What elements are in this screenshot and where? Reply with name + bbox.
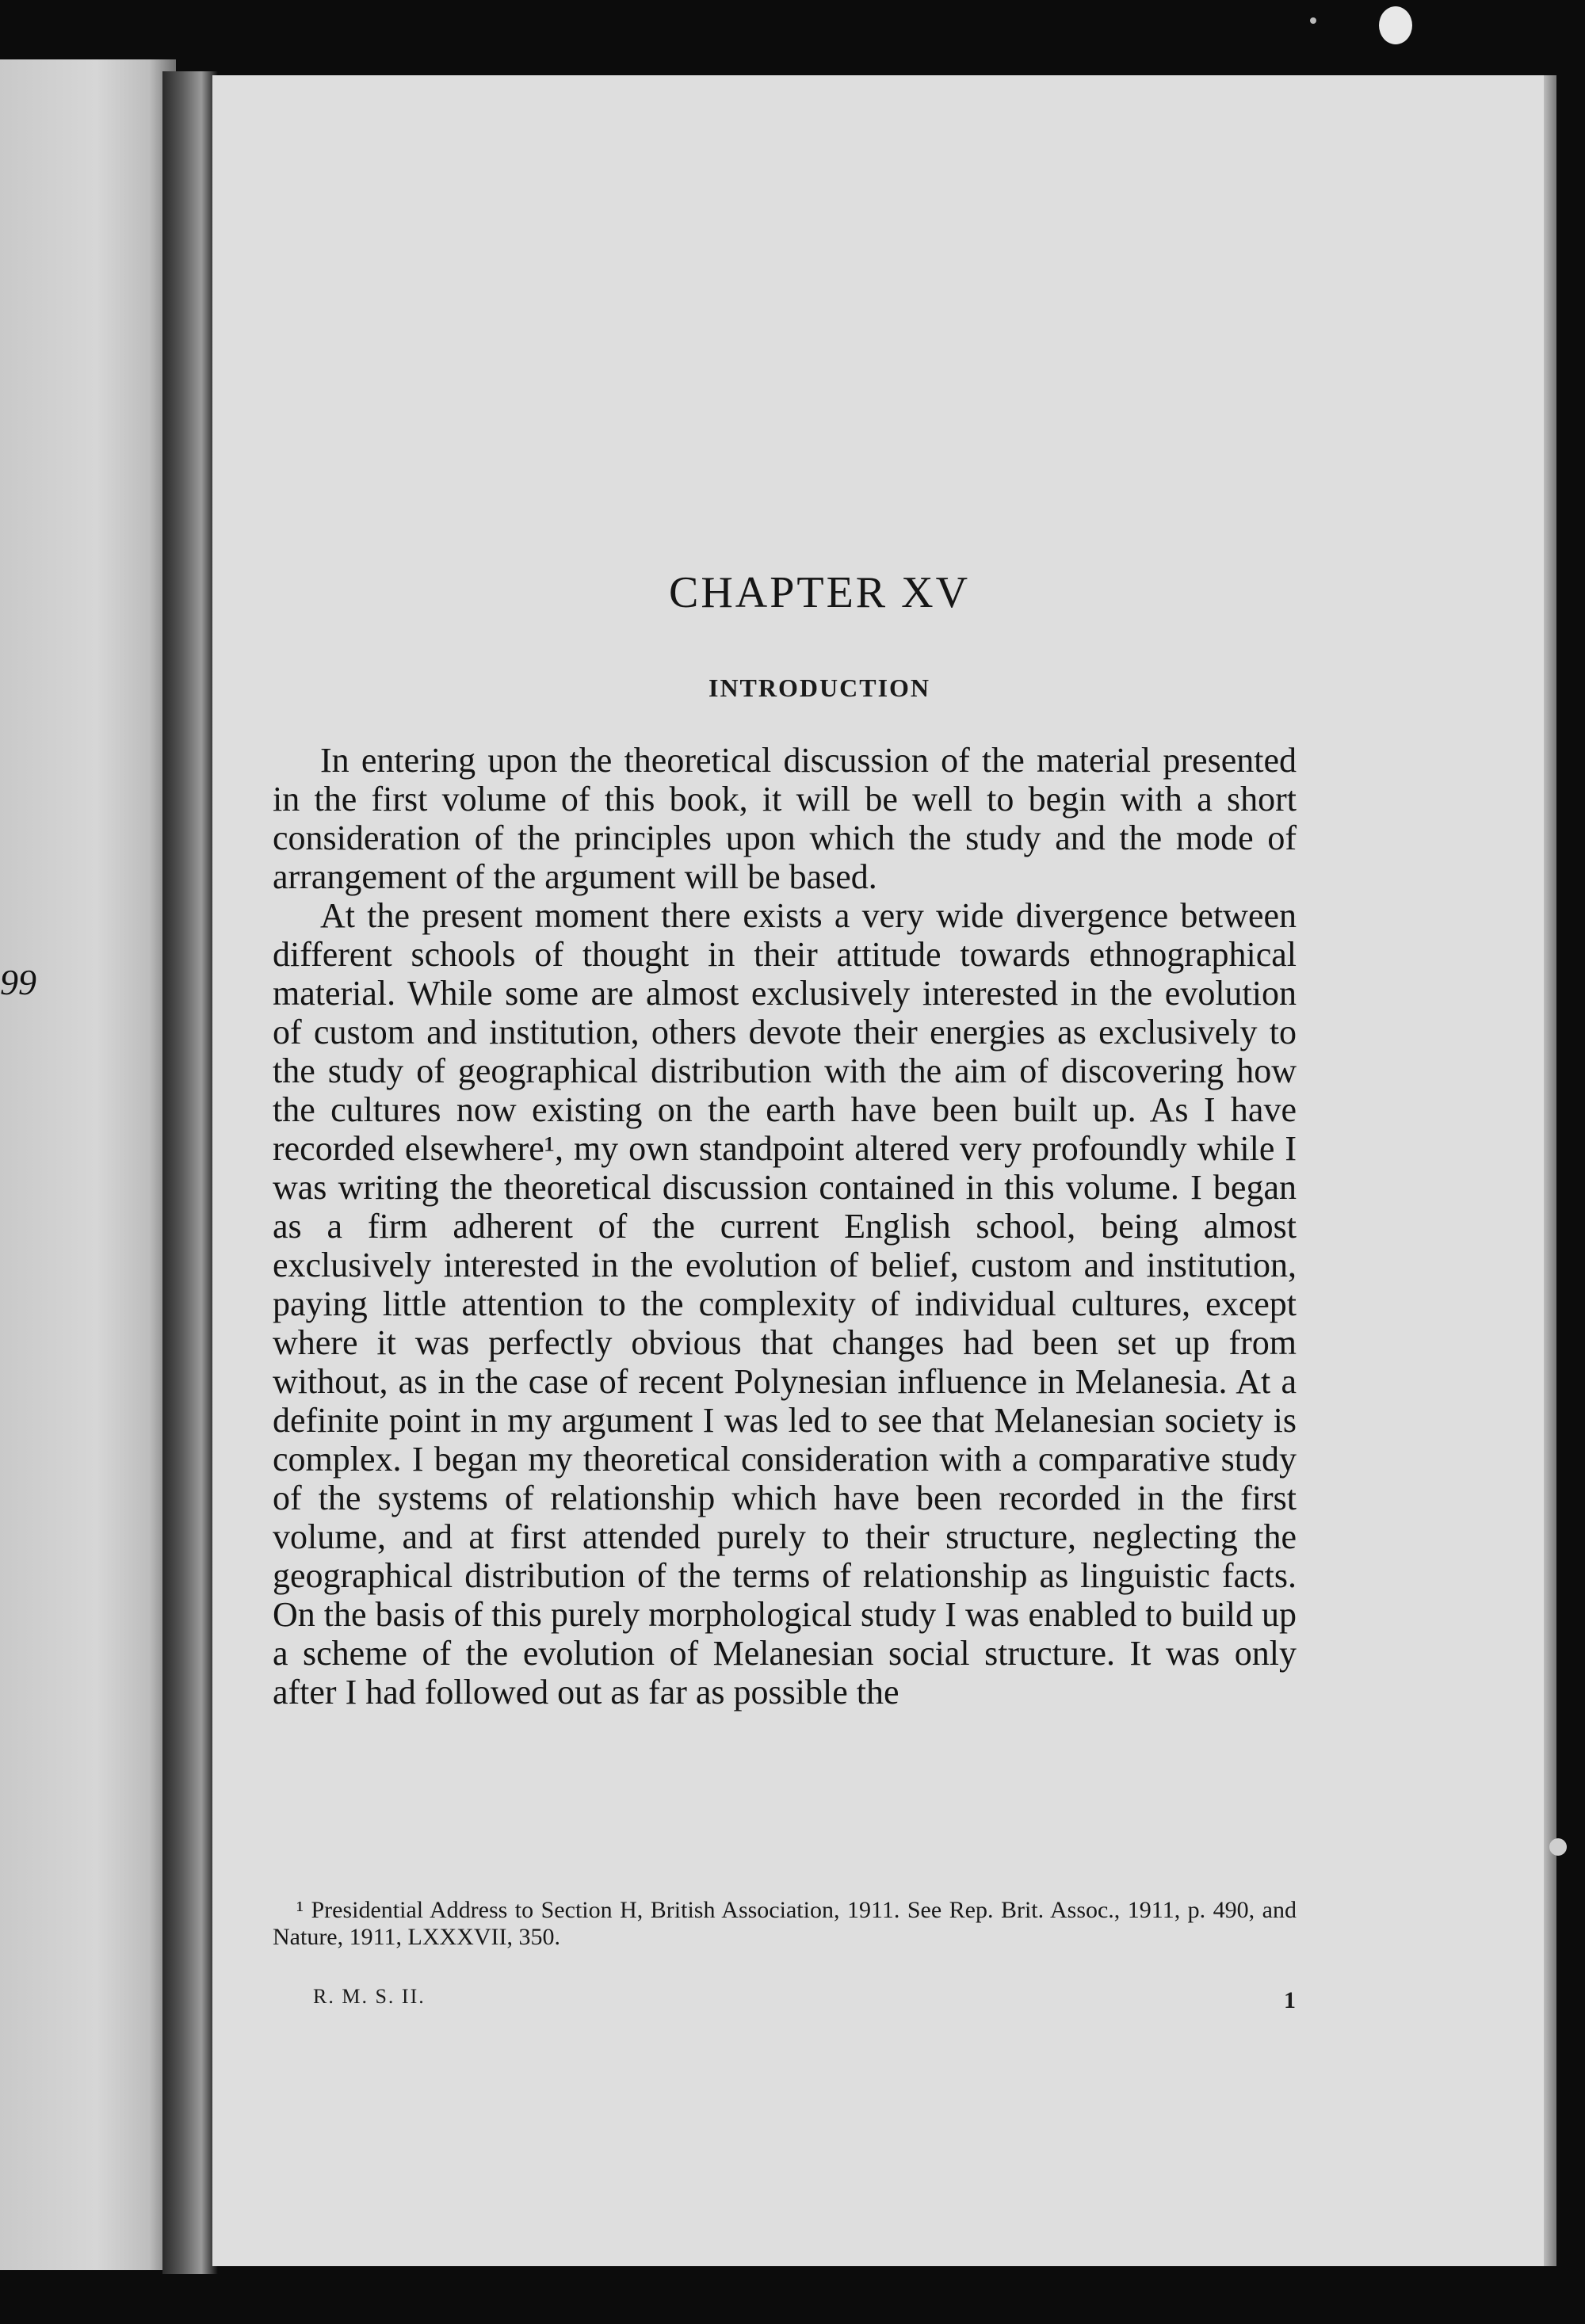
paragraph-2: At the present moment there exists a very wide divergence between different schools of thought in their attitude towards ethnographical material. While some are almost exclusively interested in the evolution of custom and institution, others devote their energies as exclusively to the study of geographical distribution with the aim of discovering how the cultures now existing on the earth have been built up. As I have recorded elsewhere¹, my own standpoint altered very profoundly while I was writing the theoretical discussion contained in this volume. I began as a firm adherent of the current English school, being almost exclusively interested in the evolution of belief, custom and institution, paying little attention to the complexity of individual cultures, except where it was perfectly obvious that changes had been set up from without, as in the case of recent Polynesian influence in Melanesia. At a definite point in my argument I was led to see that Melanesian society is complex. I began my theoretical consideration with a comparative study of the systems of relationship which have been recorded in the first volume, and at first attended purely to their structure, neglecting the geographical distribution of the terms of relationship as linguistic facts. On the basis of this purely morphological study I was enabled to build up a scheme of the evolution of Melanesian social structure. It was only after I had followed out as far as possible the (273, 896, 1297, 1712)
chapter-title: CHAPTER XV (668, 568, 971, 617)
scan-artifact (1379, 6, 1412, 44)
paragraph-1: In entering upon the theoretical discussion of the material presented in the first volume of this book, it will be well to begin with a short consideration of the principles upon which the study and the mode of arrangement of the argument will be based. (273, 741, 1297, 896)
footnote: ¹ Presidential Address to Section H, British Association, 1911. See Rep. Brit. Assoc., 1911, p. 490, and Nature, 1911, LXXXVII, 350. (273, 1897, 1297, 1950)
left-page (0, 59, 176, 2270)
body-text (273, 741, 1297, 1712)
left-page-margin-number: 99 (0, 962, 36, 1002)
scan-artifact-dot (1310, 17, 1316, 24)
page-number: 1 (1284, 1987, 1296, 2013)
book-spine (162, 71, 218, 2274)
page-edge (1544, 75, 1556, 2266)
scan-artifact-right (1549, 1838, 1567, 1856)
section-title: INTRODUCTION (708, 674, 931, 702)
signature-mark: R. M. S. II. (313, 1985, 426, 2008)
